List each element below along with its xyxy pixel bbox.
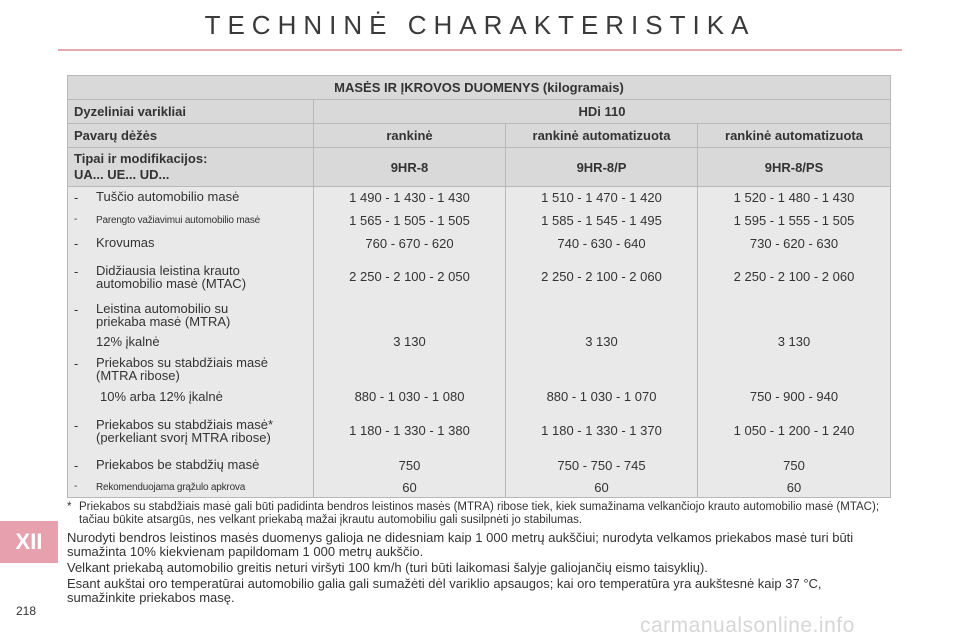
row-label: Didžiausia leistina krauto automobilio masė (MTAC) <box>96 262 247 291</box>
row-value: 750 <box>314 454 506 478</box>
type-value: 9HR-8/P <box>506 148 698 187</box>
table-row <box>68 232 891 256</box>
row-value: 750 - 900 - 940 <box>698 386 891 408</box>
row-value: 3 130 <box>698 332 891 352</box>
row-dash: - <box>74 417 79 433</box>
table-title-row <box>68 76 891 100</box>
row-label-cell <box>68 209 314 232</box>
row-value: 880 - 1 030 - 1 080 <box>314 386 506 408</box>
engine-label: Dyzeliniai varikliai <box>68 100 314 124</box>
watermark: carmanualsonline.info <box>640 614 855 637</box>
row-value: 60 <box>314 478 506 498</box>
row-label: Leistina automobilio su priekaba masė (MTRA) <box>96 300 231 329</box>
row-value <box>698 352 891 386</box>
gearbox-row <box>68 124 891 148</box>
row-value: 750 <box>698 454 891 478</box>
row-label: 10% arba 12% įkalnė <box>100 389 223 404</box>
row-value <box>314 352 506 386</box>
row-label-cell <box>68 187 314 209</box>
chapter-badge: XII <box>0 521 58 563</box>
row-value: 1 520 - 1 480 - 1 430 <box>698 187 891 209</box>
gearbox-value: rankinė automatizuota <box>506 124 698 148</box>
row-value: 760 - 670 - 620 <box>314 232 506 256</box>
row-value: 1 565 - 1 505 - 1 505 <box>314 209 506 232</box>
types-label <box>68 148 314 187</box>
row-label-cell <box>68 232 314 256</box>
table-row <box>68 187 891 209</box>
row-label: Priekabos su stabdžiais masė (MTRA ribose) <box>96 354 268 383</box>
row-label: Priekabos be stabdžių masė <box>96 457 260 472</box>
row-value: 2 250 - 2 100 - 2 050 <box>314 256 506 298</box>
row-dash: - <box>74 355 79 371</box>
row-value: 1 050 - 1 200 - 1 240 <box>698 408 891 454</box>
row-label-cell <box>68 454 314 478</box>
gearbox-value: rankinė automatizuota <box>698 124 891 148</box>
row-dash: - <box>74 458 79 473</box>
table-title: MASĖS IR ĮKROVOS DUOMENYS (kilogramais) <box>68 76 891 100</box>
page-number: 218 <box>16 604 37 618</box>
row-value: 1 510 - 1 470 - 1 420 <box>506 187 698 209</box>
gearbox-label: Pavarų dėžės <box>68 124 314 148</box>
row-label: Parengto važiavimui automobilio masė <box>96 214 260 226</box>
row-label-cell <box>68 386 314 408</box>
row-dash: - <box>74 236 79 251</box>
row-label: Rekomenduojama grąžulo apkrova <box>96 481 246 493</box>
types-label-line: UA... UE... UD... <box>74 167 170 182</box>
row-value: 3 130 <box>314 332 506 352</box>
row-label: Krovumas <box>96 235 155 250</box>
paragraph-temperature: Esant aukštai oro temperatūrai automobilio galia gali sumažėti dėl variklio apsaugos; kai oro temperatūra yra aukštesnė kaip 37 °C, sumažinkite priekabos masę. <box>67 576 822 605</box>
paragraph-altitude: Nurodyti bendros leistinos masės duomenys galioja ne didesniam kaip 1 000 metrų aukščiui; nurodyta velkamos priekabos masė turi būti sumažinta 10% kiekvienam papildomam 1 000 metrų aukščio. <box>67 530 854 559</box>
row-value: 740 - 630 - 640 <box>506 232 698 256</box>
row-label-cell <box>68 478 314 498</box>
types-label-line: Tipai ir modifikacijos: <box>74 151 208 166</box>
table-row <box>68 209 891 232</box>
footnote-text: Priekabos su stabdžiais masė gali būti padidinta bendros leistinos masės (MTRA) ribose tiek, kiek sumažinama velkančiojo krauto automobilio masė (MTAC); tačiau būkite atsargūs, nes velkant priekabą mažai įkrautu automobiliu gali susilpnėti jo stabilumas. <box>79 501 880 526</box>
types-row <box>68 148 891 187</box>
row-label-cell <box>68 298 314 332</box>
row-label-cell <box>68 408 314 454</box>
engine-row <box>68 100 891 124</box>
type-value: 9HR-8 <box>314 148 506 187</box>
row-value: 3 130 <box>506 332 698 352</box>
row-value: 1 180 - 1 330 - 1 380 <box>314 408 506 454</box>
row-dash: - <box>74 480 78 492</box>
row-value: 1 595 - 1 555 - 1 505 <box>698 209 891 232</box>
row-label: Priekabos su stabdžiais masė* (perkeliant svorį MTRA ribose) <box>96 416 274 445</box>
page-title: TECHNINĖ CHARAKTERISTIKA <box>204 10 756 40</box>
gearbox-value: rankinė <box>314 124 506 148</box>
table-row <box>68 256 891 298</box>
table-row <box>68 408 891 454</box>
footnote-star: * <box>67 501 72 513</box>
paragraph-speed: Velkant priekabą automobilio greitis neturi viršyti 100 km/h (turi būti laikomasi šalyje galiojančių eismo taisyklių). <box>67 560 708 575</box>
table-row <box>68 352 891 386</box>
row-value: 60 <box>506 478 698 498</box>
row-value <box>506 352 698 386</box>
row-dash: - <box>74 263 79 279</box>
table-row <box>68 478 891 498</box>
table-row <box>68 298 891 332</box>
row-value: 880 - 1 030 - 1 070 <box>506 386 698 408</box>
row-label-cell <box>68 352 314 386</box>
engine-value: HDi 110 <box>314 100 891 124</box>
mass-load-table <box>67 75 891 498</box>
row-value <box>314 298 506 332</box>
row-value: 730 - 620 - 630 <box>698 232 891 256</box>
row-value: 1 180 - 1 330 - 1 370 <box>506 408 698 454</box>
row-label: Tuščio automobilio masė <box>96 189 240 205</box>
row-value: 750 - 750 - 745 <box>506 454 698 478</box>
row-label-cell <box>68 256 314 298</box>
row-value <box>698 298 891 332</box>
row-value: 1 490 - 1 430 - 1 430 <box>314 187 506 209</box>
row-value: 2 250 - 2 100 - 2 060 <box>506 256 698 298</box>
table-row <box>68 454 891 478</box>
row-value: 2 250 - 2 100 - 2 060 <box>698 256 891 298</box>
row-value: 60 <box>698 478 891 498</box>
table-row <box>68 332 891 352</box>
row-dash: - <box>74 190 79 206</box>
footnote <box>67 501 891 527</box>
row-dash: - <box>74 213 78 225</box>
title-divider <box>58 49 902 51</box>
row-dash: - <box>74 301 79 317</box>
type-value: 9HR-8/PS <box>698 148 891 187</box>
table-row <box>68 386 891 408</box>
row-label: 12% įkalnė <box>96 334 160 349</box>
row-label-cell <box>68 332 314 352</box>
row-value: 1 585 - 1 545 - 1 495 <box>506 209 698 232</box>
row-value <box>506 298 698 332</box>
